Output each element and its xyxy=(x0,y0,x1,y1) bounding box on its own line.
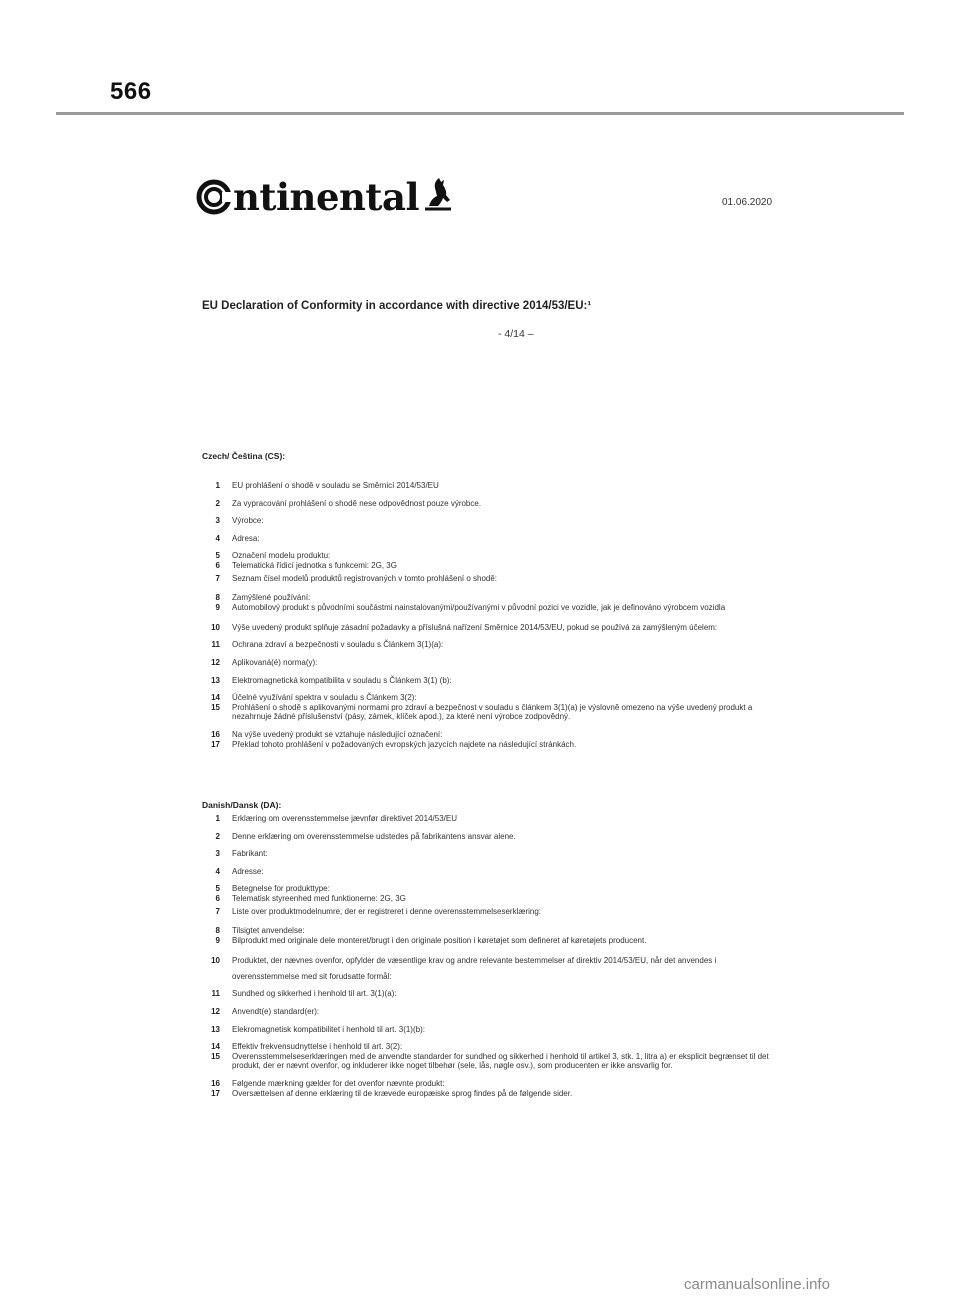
item-number: 7 xyxy=(215,906,220,916)
item-text: Anvendt(e) standard(er): xyxy=(232,1006,320,1016)
item-number: 7 xyxy=(215,573,220,583)
document-date: 01.06.2020 xyxy=(722,197,773,208)
header-divider xyxy=(56,112,904,115)
item-text: Tilsigtet anvendelse: xyxy=(232,926,305,936)
list-item xyxy=(202,620,784,640)
list-item xyxy=(202,1079,784,1089)
list-item xyxy=(202,907,784,917)
item-number: 2 xyxy=(215,831,220,841)
item-text: Za vypracování prohlášení o shodě nese odpovědnost pouze výrobce. xyxy=(232,498,482,508)
section-title: Czech/ Čeština (CS): xyxy=(202,451,286,461)
list-item xyxy=(202,814,784,824)
item-text: Oversættelsen af denne erklæring til de krævede europæiske sprog findes på de følgende sider. xyxy=(232,1088,573,1098)
item-number: 5 xyxy=(215,884,220,894)
item-number: 6 xyxy=(215,893,220,903)
item-number: 5 xyxy=(215,551,220,561)
item-number: 15 xyxy=(211,702,220,712)
list-item xyxy=(202,676,784,686)
item-number: 9 xyxy=(215,935,220,945)
list-item xyxy=(202,534,784,544)
item-number: 6 xyxy=(215,560,220,570)
item-number: 16 xyxy=(211,1078,220,1088)
item-number: 11 xyxy=(211,640,220,650)
item-number: 1 xyxy=(215,814,220,823)
continental-logo xyxy=(196,168,455,219)
item-number: 14 xyxy=(211,693,220,703)
list-item xyxy=(202,1025,784,1035)
logo-c-mark xyxy=(196,178,232,216)
item-text: Účelné využívání spektra v souladu s Článkem 3(2): xyxy=(232,693,417,703)
item-text: Fabrikant: xyxy=(232,849,268,859)
item-number: 4 xyxy=(215,866,220,876)
list-item xyxy=(202,1052,784,1071)
item-text: Erklæring om overensstemmelse jævnfør direktivet 2014/53/EU xyxy=(232,814,457,823)
item-text: EU prohlášení o shodě v souladu se Směrnicí 2014/53/EU xyxy=(232,481,439,490)
item-number: 8 xyxy=(215,593,220,603)
list-item xyxy=(202,953,784,989)
item-number: 3 xyxy=(215,849,220,859)
item-number: 17 xyxy=(211,1088,220,1098)
list-item xyxy=(202,832,784,842)
list-item xyxy=(202,740,784,750)
item-number: 1 xyxy=(215,481,220,490)
item-text: Produktet, der nævnes ovenfor, opfylder de væsentlige krav og andre relevante bestemmelser af direktiv 2014/53/EU, når det anvendes i overensstemmelse med sit forudsatte formål: xyxy=(232,956,717,982)
item-number: 13 xyxy=(211,675,220,685)
list-item xyxy=(202,989,784,999)
item-number: 14 xyxy=(211,1042,220,1052)
document-page-indicator: - 4/14 – xyxy=(498,328,534,340)
item-text: Výše uvedený produkt splňuje zásadní požadavky a příslušná nařízení Směrnice 2014/53/EU, pokud se používá za zamýšleným účelem: xyxy=(232,623,718,633)
item-text: Adresa: xyxy=(232,533,260,543)
item-text: Telematisk styreenhed med funktionerne: 2G, 3G xyxy=(232,893,406,903)
item-text: Elektromagnetická kompatibilita v souladu s Článkem 3(1) (b): xyxy=(232,675,452,685)
list-item xyxy=(202,499,784,509)
list-item xyxy=(202,926,784,936)
item-number: 12 xyxy=(211,657,220,667)
list-item xyxy=(202,640,784,650)
list-item xyxy=(202,894,784,904)
item-text: Seznam čísel modelů produktů registrovaných v tomto prohlášení o shodě: xyxy=(232,573,498,583)
item-text: Effektiv frekvensudnyttelse i henhold til art. 3(2): xyxy=(232,1042,403,1052)
item-text: Překlad tohoto prohlášení v požadovaných evropských jazycích najdete na následující stránkách. xyxy=(232,739,577,749)
declaration-title: EU Declaration of Conformity in accordance with directive 2014/53/EU:¹ xyxy=(202,300,592,312)
item-text: Adresse: xyxy=(232,866,264,876)
watermark-text: carmanualsonline.info xyxy=(684,1276,830,1293)
item-text: Výrobce: xyxy=(232,516,264,526)
item-text: Ochrana zdraví a bezpečnosti v souladu s Článkem 3(1)(a): xyxy=(232,640,444,650)
logo-wordmark: ntinental xyxy=(233,175,420,219)
section-danish xyxy=(202,800,784,1098)
item-number: 12 xyxy=(211,1006,220,1016)
item-text: Aplikovaná(é) norma(y): xyxy=(232,657,318,667)
list-item xyxy=(202,693,784,703)
list-item xyxy=(202,730,784,740)
list-item xyxy=(202,516,784,526)
item-number: 3 xyxy=(215,516,220,526)
item-number: 4 xyxy=(215,533,220,543)
item-number: 16 xyxy=(211,729,220,739)
item-number: 9 xyxy=(215,602,220,612)
horse-icon xyxy=(421,176,455,212)
item-number: 10 xyxy=(211,956,220,966)
list-item xyxy=(202,1007,784,1017)
item-text: Na výše uvedený produkt se vztahuje následující označení: xyxy=(232,729,443,739)
item-text: Prohlášení o shodě s aplikovanými normami pro zdraví a bezpečnost v souladu s článkem 3(1)(a) je výslovně omezeno na výše uvedený produkt a nezahrnuje žádné příslušenství (pásy, zámek, klíček apod.), za které není výrobce zodpovědný. xyxy=(232,702,753,722)
item-number: 2 xyxy=(215,498,220,508)
item-text: Denne erklæring om overensstemmelse udstedes på fabrikantens ansvar alene. xyxy=(232,831,516,841)
list-item xyxy=(202,658,784,668)
list-item xyxy=(202,603,784,613)
item-text: Elekromagnetisk kompatibilitet i henhold til art. 3(1)(b): xyxy=(232,1024,425,1034)
list-item xyxy=(202,1042,784,1052)
item-text: Følgende mærkning gælder for det ovenfor nævnte produkt: xyxy=(232,1078,445,1088)
list-item xyxy=(202,1089,784,1099)
list-item xyxy=(202,574,784,584)
item-text: Liste over produktmodelnumre, der er registreret i denne overensstemmelseserklæring: xyxy=(232,906,542,916)
list-item xyxy=(202,593,784,603)
section-title: Danish/Dansk (DA): xyxy=(202,800,282,810)
item-number: 11 xyxy=(211,989,220,999)
list-item xyxy=(202,703,784,722)
list-item xyxy=(202,561,784,571)
item-text: Betegnelse for produkttype: xyxy=(232,884,330,894)
item-text: Sundhed og sikkerhed i henhold til art. 3(1)(a): xyxy=(232,989,397,999)
item-text: Automobilový produkt s původními součástmi nainstalovanými/používanými v původní pozici ve vozidle, jak je definováno výrobcem vozidla xyxy=(232,602,726,612)
list-item xyxy=(202,884,784,894)
section-czech xyxy=(202,451,784,749)
list-item xyxy=(202,481,784,491)
item-text: Bilprodukt med originale dele monteret/brugt i den originale position i køretøjet som defineret af køretøjets producent. xyxy=(232,935,647,945)
list-item xyxy=(202,936,784,946)
page-number: 566 xyxy=(110,78,152,105)
item-number: 17 xyxy=(211,739,220,749)
item-number: 13 xyxy=(211,1024,220,1034)
list-item xyxy=(202,551,784,561)
list-item xyxy=(202,849,784,859)
item-number: 8 xyxy=(215,926,220,936)
list-item xyxy=(202,867,784,877)
item-text: Označení modelu produktu: xyxy=(232,551,331,561)
item-number: 10 xyxy=(211,623,220,633)
item-number: 15 xyxy=(211,1051,220,1061)
item-text: Zamýšlené používání: xyxy=(232,593,311,603)
item-text: Telematická řídicí jednotka s funkcemi: 2G, 3G xyxy=(232,560,397,570)
item-text: Overensstemmelseserklæringen med de anvendte standarder for sundhed og sikkerhed i henhold til artikel 3, stk. 1, litra a) er eksplicit begrænset til det produkt, der er nævnt ovenfor, og inkluderer ikke noget tilbehør (sele, lås, nøgle osv.), som producenten er ikke ansvarlig for. xyxy=(232,1051,769,1071)
